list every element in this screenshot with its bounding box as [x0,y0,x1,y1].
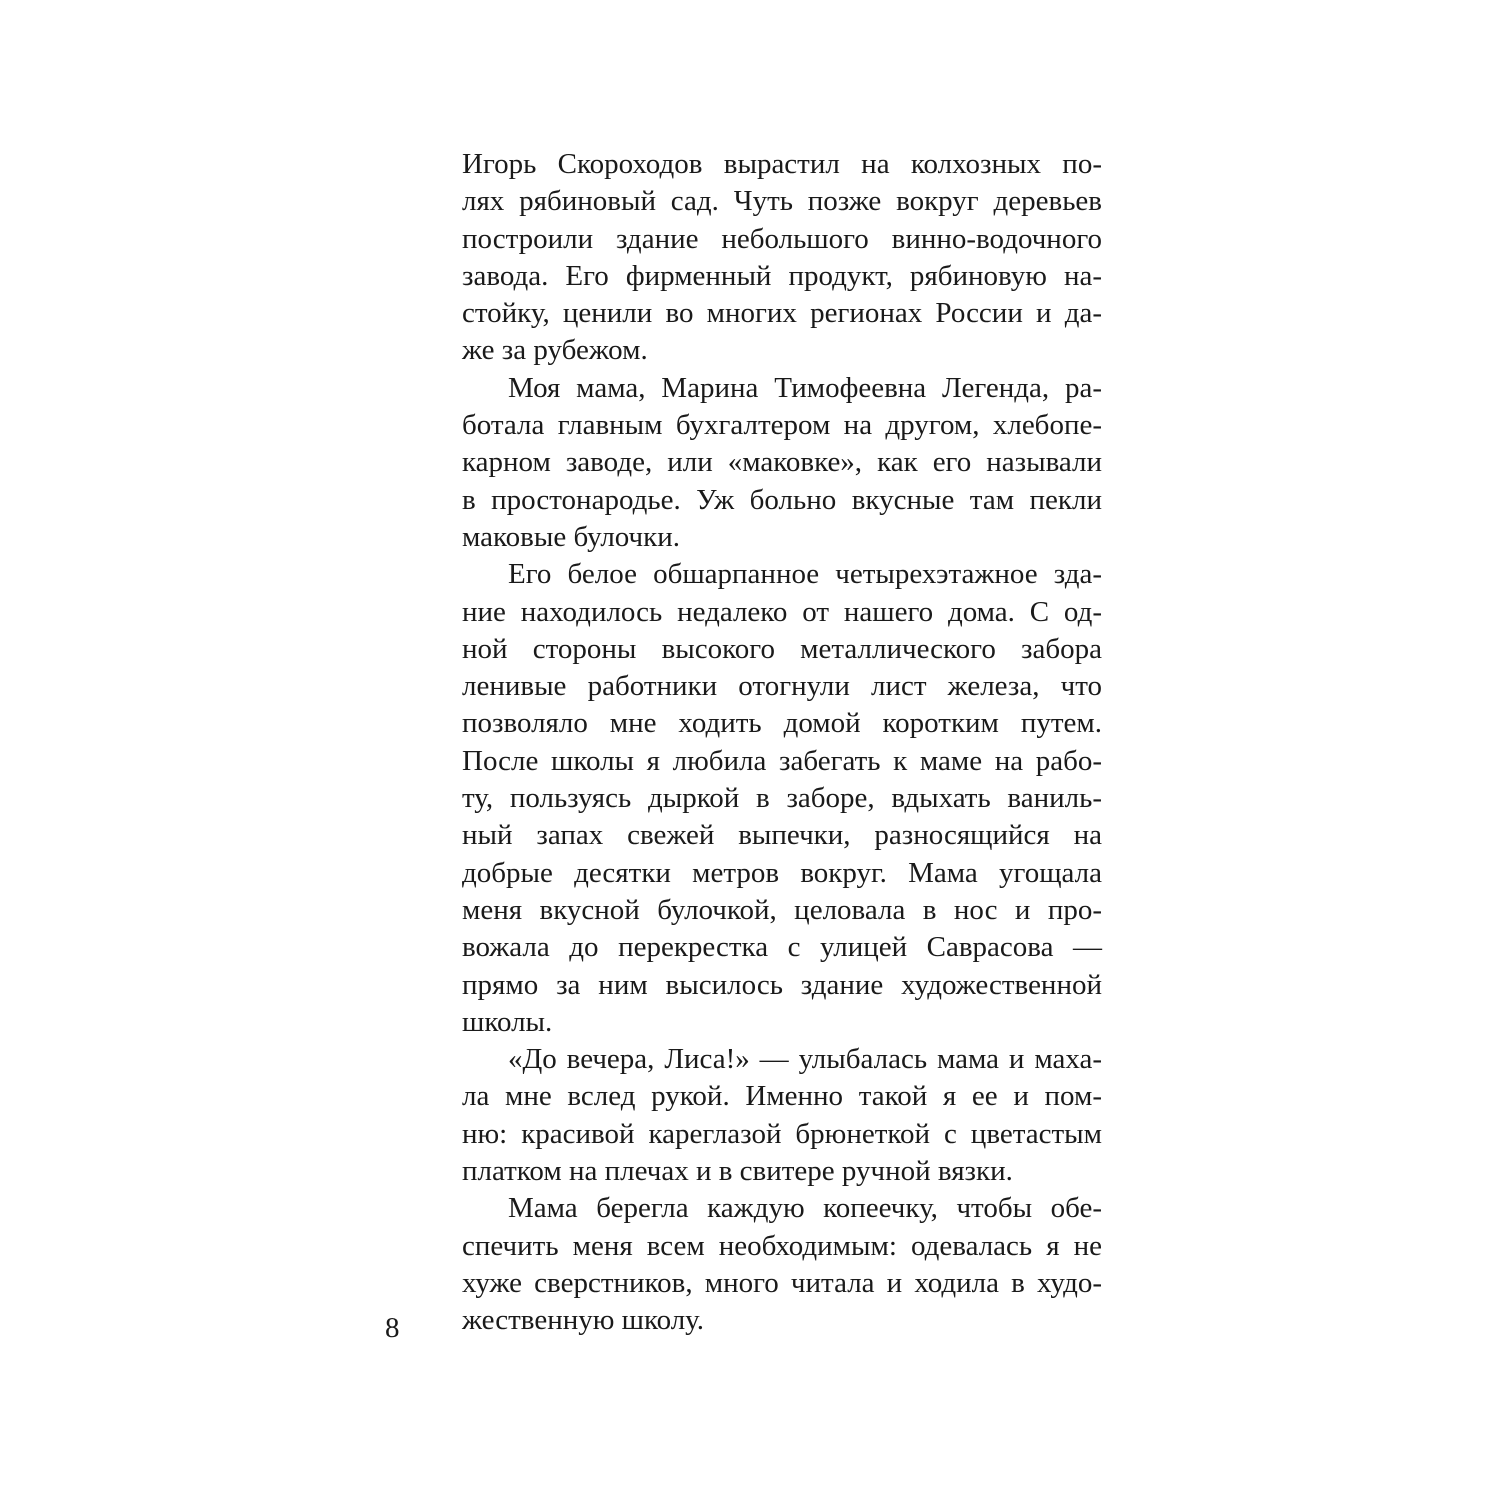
paragraph [462,1190,1102,1339]
text-line: построили здание небольшого винно-водочного [462,222,1102,255]
text-line: ние находилось недалеко от нашего дома. С од- [462,595,1102,628]
text-line: спечить меня всем необходимым: одевалась я не [462,1229,1102,1262]
text-line: платком на плечах и в свитере ручной вязки. [462,1155,1013,1188]
text-line: маковые булочки. [462,520,680,553]
text-line: ню: красивой кареглазой брюнеткой с цветастым [462,1117,1102,1150]
paragraph [462,1041,1102,1190]
text-line: позволяло мне ходить домой коротким путем. [462,707,1102,740]
page-number: 8 [385,1312,400,1344]
text-line: ботала главным бухгалтером на другом, хлебопе- [462,409,1102,442]
text-line: Его белое обшарпанное четырехэтажное зда- [508,558,1102,591]
text-line: лях рябиновый сад. Чуть позже вокруг деревьев [462,185,1102,218]
text-line: ленивые работники отогнули лист железа, что [462,670,1102,703]
text-line: в простонародье. Уж больно вкусные там пекли [462,483,1102,516]
text-line: жественную школу. [462,1304,705,1337]
text-line: Моя мама, Марина Тимофеевна Легенда, ра- [508,371,1102,404]
text-line: школы. [462,1005,553,1038]
text-line: ный запах свежей выпечки, разносящийся на [462,819,1102,852]
text-line: хуже сверстников, много читала и ходила в худо- [462,1266,1102,1299]
text-line: ла мне вслед рукой. Именно такой я ее и пом- [462,1080,1102,1113]
text-line: карном заводе, или «маковке», как его называли [462,446,1102,479]
text-line: ной стороны высокого металлического забора [462,632,1102,665]
text-line: прямо за ним высилось здание художественной [462,968,1102,1001]
text-line: После школы я любила забегать к маме на рабо- [462,744,1102,777]
text-line: меня вкусной булочкой, целовала в нос и про- [462,893,1102,926]
body-text [462,146,1102,1340]
text-line: вожала до перекрестка с улицей Саврасова — [462,931,1102,964]
text-line: же за рубежом. [462,334,648,367]
text-line: Игорь Скороходов вырастил на колхозных по- [462,148,1102,180]
paragraph [462,370,1102,556]
paragraph [462,146,1102,370]
text-line: Мама берегла каждую копеечку, чтобы обе- [508,1192,1102,1225]
text-line: стойку, ценили во многих регионах России и да- [462,297,1102,330]
paragraph [462,556,1102,1041]
text-line: ту, пользуясь дыркой в заборе, вдыхать ваниль- [462,782,1102,815]
text-line: добрые десятки метров вокруг. Мама угощала [462,856,1102,889]
text-line: «До вечера, Лиса!» — улыбалась мама и маха- [508,1043,1102,1076]
text-line: завода. Его фирменный продукт, рябиновую на- [462,259,1102,292]
